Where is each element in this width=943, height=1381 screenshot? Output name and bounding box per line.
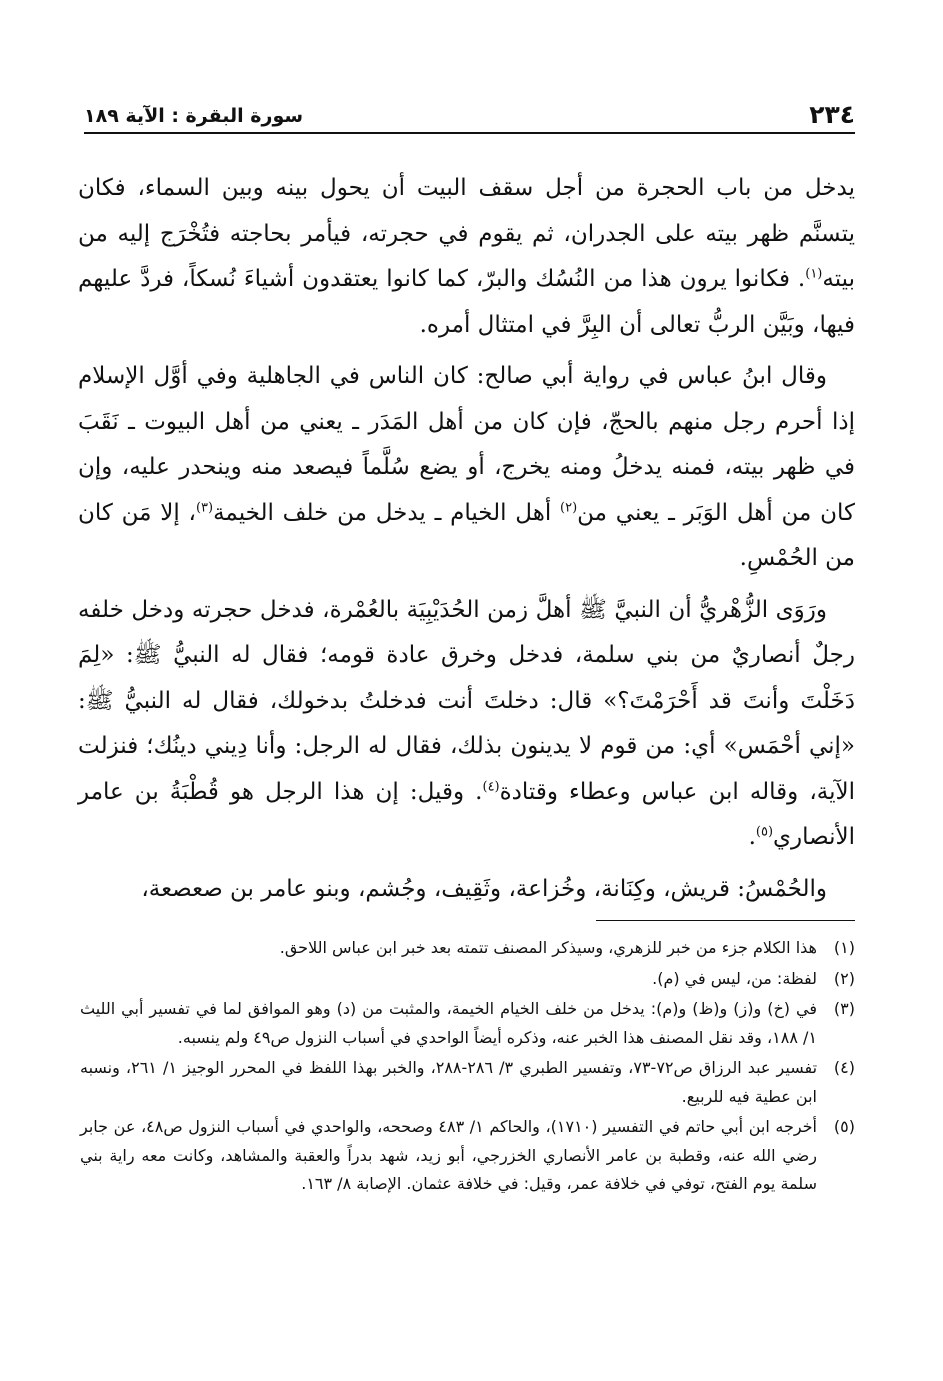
footnote-number: (١) xyxy=(833,938,855,957)
footnote-2 xyxy=(80,965,855,994)
footnote-1 xyxy=(80,934,855,963)
footnote-text: في (خ) و(ز) و(ظ) و(م): يدخل من خلف الخيام الخيمة، والمثبت من (د) وهو الموافق لما في تفسير أبي الليث ١/ ١٨٨، وقد نقل المصنف هذا الخبر عنه، وذكره أيضاً الواحدي في أسباب النزول ص٤٩ ولم ينسبه. xyxy=(80,999,817,1047)
paragraph-1 xyxy=(78,166,855,348)
footnotes xyxy=(80,934,855,1201)
running-title: سورة البقرة : الآية ١٨٩ xyxy=(84,105,304,127)
paragraph-3-text-a: ورَوَى الزُّهْريُّ أن النبيَّ ﷺ أهلَّ زمن الحُدَيْبِيَة بالعُمْرة، فدخل حجرته ودخل خلفه رجلٌ أنصاريٌ من بني سلمة، فدخل وخرق عادة قومه؛ فقال له النبيُّ ﷺ: «لِمَ دَخَلْتَ وأنتَ قد أَحْرَمْتَ؟» قال: دخلتَ أنت فدخلتُ بدخولك، فقال له النبيُّ ﷺ: «إني أحْمَس» أي: من قوم لا يدينون بذلك، فقال له الرجل: وأنا دِيني دينُك؛ فنزلت الآية، وقاله ابن عباس وعطاء وقتادة xyxy=(78,596,856,805)
footnote-separator xyxy=(596,920,855,921)
footnote-text: لفظة: من، ليس في (م). xyxy=(652,968,817,988)
page-number: ٢٣٤ xyxy=(809,100,855,129)
footnote-text: هذا الكلام جزء من خبر للزهري، وسيذكر المصنف تتمته بعد خبر ابن عباس اللاحق. xyxy=(279,938,817,957)
paragraph-2-text-a: وقال ابنُ عباس في رواية أبي صالح: كان الناس في الجاهلية وفي أوَّل الإسلام إذا أحرم رجل منهم بالحجّ، فإن كان من أهل المَدَر ـ يعني من أهل البيوت ـ نَقَبَ في ظهر بيته، فمنه يدخلُ ومنه يخرج، أو يضع سُلَّماً فيصعد منه وينحدر عليه، وإن كان من أهل الوَبَر ـ يعني من xyxy=(78,363,855,526)
footnote-4 xyxy=(80,1054,855,1111)
running-header xyxy=(84,92,855,130)
footnote-marker-1: (١) xyxy=(805,266,823,282)
paragraph-3 xyxy=(78,588,855,861)
main-text xyxy=(78,166,855,918)
paragraph-3-text-b: . وقيل: إن هذا الرجل هو قُطْبَةُ بن عامر الأنصاري xyxy=(78,778,855,850)
footnote-5 xyxy=(80,1113,855,1199)
footnote-number: (٣) xyxy=(833,999,855,1018)
footnote-marker-5: (٥) xyxy=(755,824,774,840)
footnote-marker-4: (٤) xyxy=(482,778,500,794)
footnote-number: (٤) xyxy=(833,1058,855,1077)
paragraph-2-text-c: ، إلا مَن كان من الحُمْسِ. xyxy=(78,499,855,571)
paragraph-4-text: والحُمْسُ: قريش، وكِنَانة، وخُزاعة، وثَقِيف، وجُشم، وبنو عامر بن صعصعة، xyxy=(141,875,827,902)
paragraph-3-text-c: . xyxy=(748,824,756,850)
footnote-text: تفسير عبد الرزاق ص٧٢-٧٣، وتفسير الطبري ٣/ ٢٨٦-٢٨٨، والخبر بهذا اللفظ في المحرر الوجيز ١/ ٢٦١، ونسبه ابن عطية فيه للربيع. xyxy=(80,1058,818,1106)
paragraph-1-text-b: . فكانوا يرون هذا من النُسُك والبرّ، كما كانوا يعتقدون أشياءَ نُسكاً، فردَّ عليهم فيها، وبَيَّن الربُّ تعالى أن البِرَّ في امتثال أمره. xyxy=(78,266,855,338)
paragraph-1-text-a: يدخل من باب الحجرة من أجل سقف البيت أن يحول بينه وبين السماء، فكان يتسنَّم ظهر بيته على الجدران، ثم يقوم في حجرته، فيأمر بحاجته فتُخْرَج إليه من بيته xyxy=(78,175,855,292)
paragraph-2 xyxy=(78,354,855,582)
footnote-marker-2: (٢) xyxy=(560,499,578,515)
header-rule xyxy=(84,132,855,134)
footnote-marker-3: (٣) xyxy=(195,499,214,515)
paragraph-4 xyxy=(78,867,855,913)
footnote-text: أخرجه ابن أبي حاتم في التفسير (١٧١٠)، والحاكم ١/ ٤٨٣ وصححه، والواحدي في أسباب النزول ص٤٨، عن جابر رضي الله عنه، وقطبة بن عامر الأنصاري الخزرجي، أبو زيد، شهد بدراً والعقبة والمشاهد، وكانت معه راية بني سلمة يوم الفتح، توفي في خلافة عمر، وقيل: في خلافة عثمان. الإصابة ٨/ ١٦٣. xyxy=(80,1117,817,1193)
footnote-number: (٢) xyxy=(833,968,855,988)
paragraph-2-text-b: أهل الخيام ـ يدخل من خلف الخيمة xyxy=(213,499,561,526)
footnote-3 xyxy=(80,995,855,1052)
footnote-number: (٥) xyxy=(833,1117,855,1136)
